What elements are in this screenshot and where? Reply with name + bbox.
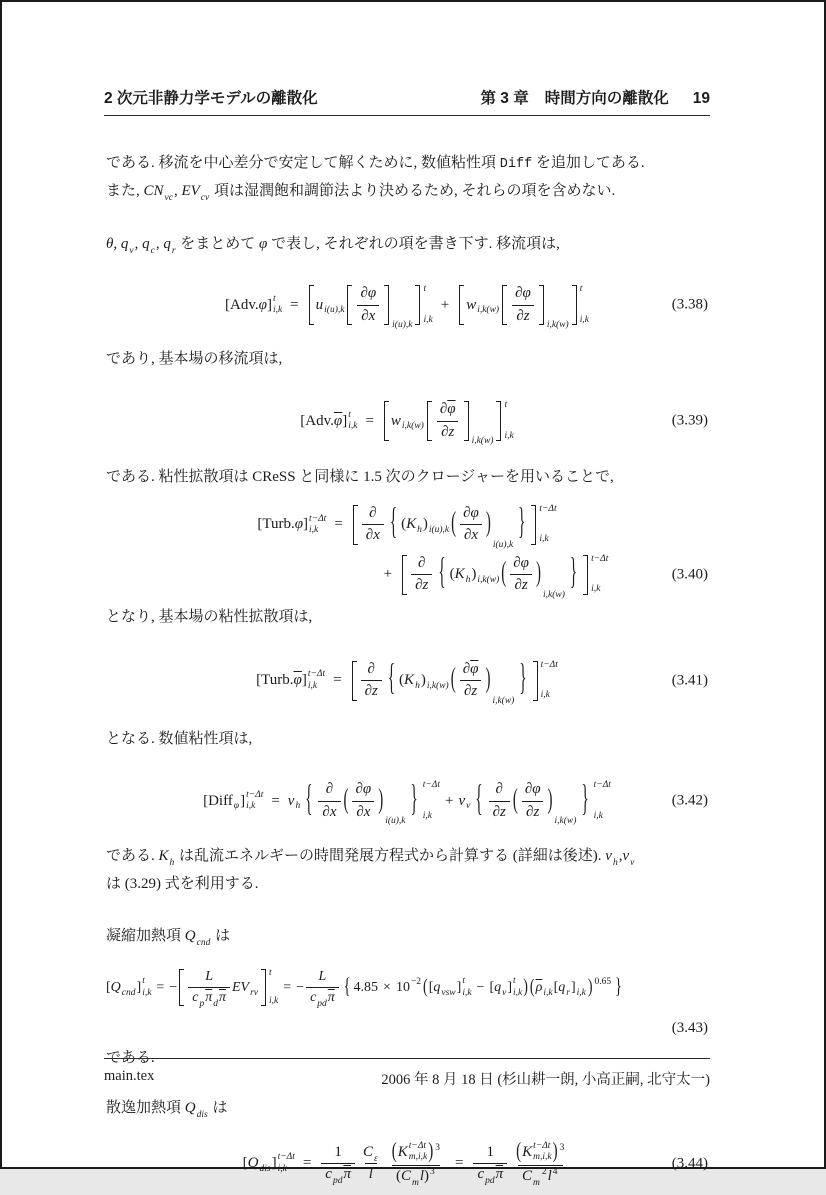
chapter-name: 時間方向の離散化 (544, 90, 669, 107)
scripts: t i,k (142, 976, 152, 998)
brace-right: } (581, 780, 589, 820)
denominator: $cpd\overline{\pi}$ (473, 1163, 507, 1185)
eq42-lhs: [Diff φ ] t−Δt i,k (203, 790, 264, 812)
equation-3-38: [Adv. φ ] t i,k = u i(u),k $\frac{\partial\varphi}{\partial x}$ i(u),k t i,k + w i,k(w) $\frac{\partial\varphi}{\partial z}$ i,k(w) t i,k (3.38) (225, 284, 708, 331)
paragraph-line: である. Kh は乱流エネルギーの時間発展方程式から計算する (詳細は後述). νh,νv (106, 848, 635, 869)
numerator: $\partial\overline{\varphi}$ (462, 660, 479, 677)
fraction: $\frac{1}{cpd\overline{\pi}}$ (473, 1143, 507, 1185)
big-bracket-left (402, 555, 407, 595)
paren-group: ( $\frac{\partial\overline{\varphi}}{\partial z}$ ) i,k(w) (450, 660, 515, 706)
header-chapter-title (481, 86, 669, 108)
eq40-row2 (106, 553, 708, 600)
header-right (481, 86, 711, 108)
paren-group: ( $\frac{\partial\varphi}{\partial x}$ ) i(u),k (451, 504, 514, 550)
scripts: t−Δt i,k (246, 790, 264, 812)
equation-3-41: [Turb. $\overline{\varphi}$ ] t−Δt i,k = $\frac{\partial}{\partial z}$ { ( K h ) i,k(w) ( $\frac{\partial\overline{\varphi}}{\partial z}$ ) i,k(w) } t−Δt i,k (3.41) (256, 659, 708, 706)
fraction: $\frac{\partial}{\partial x}$ (362, 504, 384, 546)
equation-number: (3.38) (671, 296, 708, 313)
paragraph-line: は (3.29) 式を利用する. (106, 876, 259, 893)
equation-number: (3.41) (671, 672, 708, 689)
scripts: t−Δt i,k (277, 1152, 295, 1174)
equation-3-43 (106, 959, 708, 1040)
big-bracket-left (309, 285, 314, 325)
bracket-left (502, 285, 507, 325)
brace-left: { (387, 659, 396, 700)
eq42-term1: ν h { $\frac{\partial}{\partial x}$ ( $\frac{\partial\varphi}{\partial x}$ ) i(u),k } t−Δt i,k (287, 780, 440, 827)
eq38-term1: u i(u),k $\frac{\partial\varphi}{\partial x}$ i(u),k t i,k (307, 284, 433, 326)
fraction: $\frac{\partial}{\partial z}$ (489, 780, 510, 822)
paragraph-line: である. 移流を中心差分で安定して解くために, 数値粘性項 Diff を追加してある. (106, 155, 645, 172)
equation-3-40 (106, 503, 708, 600)
fraction: $\frac{\partial\overline{\varphi}}{\partial z}$ (459, 660, 483, 702)
numerator: (K t−Δt m,i,k ) 3 (516, 1140, 565, 1164)
paragraph-kh (106, 843, 708, 899)
paren-left: ( (423, 976, 428, 998)
paren-left: ( (529, 976, 535, 998)
bracket-left (427, 401, 432, 441)
denominator: $cp\overline{\pi}d\overline{\pi}$ (188, 987, 230, 1007)
brace-right: } (569, 554, 578, 594)
paren-group: ( $\frac{\partial\varphi}{\partial z}$ ) i,k(w) (512, 781, 577, 827)
paragraph-qdis-head: 散逸加熱項 Qdis は (106, 1099, 228, 1120)
kh-group: ( K h ) i,k(w) (449, 566, 500, 585)
kh-group: ( K h ) i,k(w) (399, 672, 449, 691)
equation-3-44: [ Q dis ] t−Δt i,k = $\frac{1}{cpd\overline{\pi}}$ $\frac{C\varepsilon}{l}$ (K t−Δt m,i,k ) 3 (Cml)3 = $\frac{1}{cpd\overline{\pi}}$ (K t−Δt m,i,k ) 3 Cm2l4 (3.44) (242, 1140, 708, 1188)
brace-right: } (518, 504, 526, 544)
page-header (104, 86, 710, 116)
header-section-title: 2 次元非静力学モデルの離散化 (104, 90, 318, 107)
page-body (106, 126, 708, 1195)
eq40-term2: + $\frac{\partial}{\partial z}$ { ( K h ) i,k(w) ( $\frac{\partial\varphi}{\partial z}$ ) i,k(w) } t−Δt i,k (383, 553, 609, 600)
fraction: $\frac{L}{cpd\overline{\pi}}$ (306, 968, 339, 1007)
fraction: $\frac{L}{cp\overline{\pi}d\overline{\pi}}$ (188, 968, 230, 1007)
denominator: (Cml)3 (392, 1165, 440, 1187)
fraction: $\frac{\partial}{\partial x}$ (318, 780, 340, 822)
equation-3-39: [Adv. $\overline{\varphi}$ ] t i,k = w i,k(w) $\frac{\partial\overline{\varphi}}{\partial z}$ i,k(w) t i,k (3.39) (300, 400, 708, 447)
paragraph-variables: θ, qv, qc, qr をまとめて φ で表し, それぞれの項を書き下す. 移流項は, (106, 235, 560, 256)
scripts: t−Δt i,k (591, 553, 609, 595)
footer-filename: main.tex (104, 1068, 155, 1084)
eq43-bracket-term: $\frac{L}{cp\overline{\pi}d\overline{\pi}}$ EV rv t i,k (177, 968, 278, 1007)
scripts: t i,k (462, 976, 472, 998)
fraction: $\frac{\partial\varphi}{\partial z}$ (521, 780, 545, 822)
footer-date-authors: 2006 年 8 月 18 日 (杉山耕一朗, 小高正嗣, 北守太一) (381, 1072, 710, 1088)
chapter-label: 第 3 章 (480, 90, 529, 107)
equation-number: (3.40) (671, 566, 708, 583)
eq40-lhs: [Turb. φ ] t−Δt i,k (257, 513, 327, 535)
brace-left: { (305, 780, 313, 820)
fraction: $\frac{\partial}{\partial z}$ (411, 554, 432, 596)
scripts: t i,k (504, 400, 514, 441)
big-bracket-left (179, 969, 184, 1006)
fraction (387, 1141, 445, 1186)
denominator: $cpd\overline{\pi}$ (306, 987, 339, 1007)
eq39-lhs: [Adv. $\overline{\varphi}$ ] t i,k (300, 409, 358, 432)
scripts: t i,k (269, 968, 279, 1006)
fraction: $\frac{\partial\varphi}{\partial x}$ (352, 780, 376, 822)
eq40-row1: [Turb. φ ] t−Δt i,k = $\frac{\partial}{\partial x}$ { ( K h ) i(u),k ( $\frac{\partial\varphi}{\partial x}$ ) i(u),k } t−Δt i,k (257, 503, 557, 550)
scripts: t−Δt i,k (539, 503, 557, 545)
eq41-rhs (350, 659, 558, 706)
scripts: t i,k (579, 284, 589, 325)
brace-left: { (475, 780, 483, 820)
brace-right: } (410, 780, 418, 820)
equation-number: (3.44) (671, 1155, 708, 1172)
eq42-term2: ν v { $\frac{\partial}{\partial z}$ ( $\frac{\partial\varphi}{\partial z}$ ) i,k(w) } t−Δt i,k (458, 780, 611, 827)
page-footer (104, 1058, 710, 1089)
equation-number: (3.42) (671, 792, 708, 809)
scripts: t i,k (423, 284, 433, 325)
brace-left: { (389, 504, 398, 544)
brace-left: { (438, 554, 446, 594)
bracket-right (464, 401, 469, 441)
eq41-lhs: [Turb. $\overline{\varphi}$ ] t−Δt i,k (256, 669, 326, 691)
eq43-brace-term: { 4.85 × 10 −2 ( [ q vsw ] t i,k − [ q v ] t i,k ) ( $\overline{\rho}$ i,k [ q r ] i,k ) 0.65 } (343, 974, 622, 999)
paren-right: ) (587, 976, 593, 998)
scripts: t i,k (272, 294, 283, 316)
big-bracket-left (353, 505, 358, 545)
big-bracket-left (384, 401, 389, 441)
paragraph-intro-diff (106, 150, 708, 206)
numerator: Cε (362, 1143, 378, 1164)
scripts: t−Δt i,k (593, 780, 611, 821)
inner-bracket: $\frac{\partial\varphi}{\partial z}$ i,k(w) (500, 284, 570, 326)
numerator: (K t−Δt m,i,k ) 3 (391, 1140, 440, 1164)
kh-group: ( K h ) i(u),k (401, 516, 450, 535)
paragraph-l42: となる. 数値粘性項は, (106, 730, 253, 747)
big-bracket-right (572, 285, 577, 325)
brace-right: } (519, 659, 527, 700)
big-bracket-left (459, 285, 464, 325)
scripts: t−Δt i,k (309, 513, 327, 535)
page-number: 19 (692, 90, 710, 107)
scripts: t−Δt i,k (307, 669, 326, 691)
bracket-right (384, 285, 389, 325)
big-bracket-right (531, 505, 536, 545)
scripts: t i,k (513, 976, 523, 998)
scripts: t−Δt m,i,k (533, 1141, 552, 1163)
scripts: t i,k (348, 409, 358, 432)
eq40-term1 (351, 503, 557, 550)
inner-bracket: $\frac{\partial\varphi}{\partial x}$ i(u),k (345, 284, 413, 326)
numerator: $\partial\overline{\varphi}$ (439, 401, 456, 418)
big-bracket-right (533, 661, 538, 701)
paragraph-l41: となり, 基本場の粘性拡散項は, (106, 608, 313, 625)
big-bracket-right (415, 285, 420, 325)
big-bracket-right (583, 555, 588, 595)
fraction: $\frac{\partial\varphi}{\partial x}$ (356, 284, 380, 326)
big-bracket-right (261, 969, 266, 1006)
paragraph-qcnd-head: 凝縮加熱項 Qcnd は (106, 927, 231, 948)
eq38-term2: w i,k(w) $\frac{\partial\varphi}{\partial z}$ i,k(w) t i,k (457, 284, 589, 326)
fraction: $\frac{\partial\varphi}{\partial z}$ (509, 554, 533, 596)
paragraph-l40: である. 粘性拡散項は CReSS と同様に 1.5 次のクロージャーを用いることで, (106, 469, 614, 486)
eq39-rhs: w i,k(w) $\frac{\partial\overline{\varphi}}{\partial z}$ i,k(w) t i,k (382, 400, 514, 442)
fraction (511, 1141, 569, 1186)
denominator: Cm2l4 (518, 1165, 563, 1187)
fraction: $\frac{\partial}{\partial z}$ (361, 660, 382, 702)
equation-number: (3.39) (671, 412, 708, 429)
fraction: $\frac{1}{cpd\overline{\pi}}$ (321, 1143, 355, 1185)
paren-right: ) (523, 976, 528, 998)
big-bracket-right (496, 401, 501, 441)
equation-3-42: [Diff φ ] t−Δt i,k = ν h { $\frac{\partial}{\partial x}$ ( $\frac{\partial\varphi}{\partial x}$ ) i(u),k } t−Δt i,k + ν v { $\frac{\partial}{\partial z}$ ( $\frac{\partial\varphi}{\partial z}$ ) i,k(w) } t−Δt i,k (3.42) (203, 780, 708, 827)
paren-group: ( $\frac{\partial\varphi}{\partial x}$ ) i(u),k (343, 781, 406, 827)
brace-left: { (343, 974, 351, 999)
fraction: $\frac{\partial\varphi}{\partial z}$ (511, 284, 535, 326)
paragraph-l43: である. (106, 1050, 155, 1067)
equation-number: (3.43) (671, 1019, 708, 1036)
fraction: $\frac{\partial\overline{\varphi}}{\partial z}$ (436, 400, 460, 442)
inner-bracket: $\frac{\partial\overline{\varphi}}{\partial z}$ i,k(w) (425, 400, 495, 442)
scripts: t−Δt i,k (422, 780, 440, 821)
scripts: t−Δt i,k (540, 659, 558, 701)
eq43-row: [ Q cnd ] t i,k = − $\frac{L}{cp\overline{\pi}d\overline{\pi}}$ EV rv t i,k = − $\frac{L}{cpd\overline{\pi}}$ { 4.85 × 10 −2 ( [ q vsw ] t i,k − [ q v ] t i,k ) ( $\overline{\rho}$ i,k [ q r ] i,k ) 0.65 } (106, 959, 708, 1017)
bracket-right (539, 285, 544, 325)
eq44-lhs: [ Q dis ] t−Δt i,k (242, 1152, 295, 1174)
paragraph-line: また, CNvc, EVcv 項は湿潤飽和調節法より決めるため, それらの項を含めない. (106, 182, 616, 203)
scripts: t−Δt m,i,k (408, 1141, 428, 1163)
eq38-lhs: [Adv. φ ] t i,k (225, 294, 283, 316)
paragraph-l39: であり, 基本場の移流項は, (106, 351, 283, 368)
fraction: $\frac{\partial\varphi}{\partial x}$ (459, 504, 483, 546)
bracket-left (347, 285, 352, 325)
diff-term: Diff (499, 157, 533, 172)
paren-group: ( $\frac{\partial\varphi}{\partial z}$ ) i,k(w) (501, 554, 565, 600)
eq43-lhs: [ Q cnd ] t i,k (106, 976, 152, 998)
brace-right: } (615, 974, 622, 999)
denominator: $cpd\overline{\pi}$ (321, 1163, 355, 1185)
big-bracket-left (352, 661, 357, 701)
fraction: $\frac{C\varepsilon}{l}$ (359, 1143, 383, 1185)
